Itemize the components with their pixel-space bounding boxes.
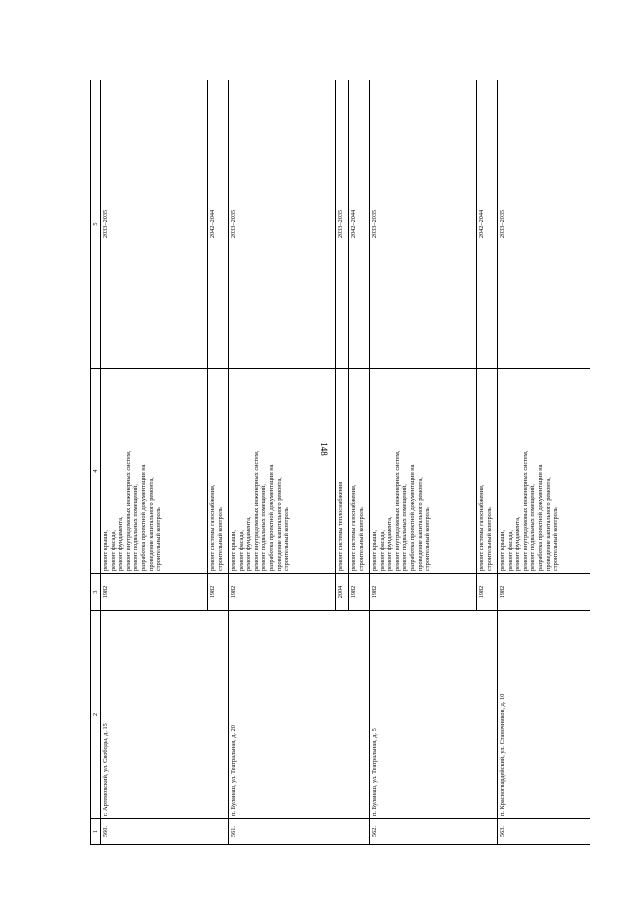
work-item: ремонт внутридомовых инженерных систем, [252, 450, 260, 571]
work-item: ремонт фасада, [506, 530, 514, 571]
work-year: 1982 [477, 574, 498, 611]
work-item: ремонт фасада, [109, 530, 117, 571]
work-list [229, 369, 336, 574]
work-item: ремонт подвальных помещений, [260, 484, 268, 571]
table-row [101, 80, 208, 845]
work-period: 2033–2035 [498, 80, 591, 369]
work-item: ремонт крыши, [499, 529, 506, 571]
work-item: ремонт фасада, [378, 530, 386, 571]
entry-address: г. Артемовский, ул. Свободы, д. 15 [101, 611, 229, 819]
table-row [229, 80, 336, 845]
work-item: проведение капитального ремонта, [416, 477, 424, 571]
work-item: ремонт системы газоснабжения, [350, 484, 357, 571]
work-year: 1982 [101, 574, 208, 611]
work-item: строительный контроль [216, 507, 224, 571]
work-item: ремонт фундамента, [386, 516, 394, 571]
work-item: строительный контроль [424, 507, 432, 571]
table-row [498, 80, 591, 845]
work-item: проведение капитального ремонта, [544, 477, 552, 571]
work-item: ремонт крыши, [230, 529, 237, 571]
work-list [498, 369, 591, 574]
work-list [336, 369, 349, 574]
header-col-2: 2 [91, 611, 101, 819]
entry-address: п. Красногвардейский, ул. Станочников, д. 10 [498, 611, 591, 819]
work-item: ремонт системы газоснабжения, [478, 484, 485, 571]
work-year: 1982 [229, 574, 336, 611]
table-row [370, 80, 477, 845]
work-item: разработка проектной документации на [536, 464, 544, 571]
header-col-4: 4 [91, 369, 101, 574]
header-col-1: 1 [91, 819, 101, 845]
work-item: ремонт внутридомовых инженерных систем, [124, 450, 132, 571]
header-col-3: 3 [91, 574, 101, 611]
work-item: ремонт системы газоснабжения, [209, 484, 216, 571]
work-list [208, 369, 229, 574]
work-item: ремонт фундамента, [514, 516, 522, 571]
work-item: проведение капитального ремонта, [275, 477, 283, 571]
work-item: ремонт подвальных помещений, [132, 484, 140, 571]
work-item: строительный контроль [357, 507, 365, 571]
entry-number: 562. [370, 819, 498, 845]
work-list [370, 369, 477, 574]
capital-repair-table [90, 80, 590, 845]
work-item: ремонт фундамента, [245, 516, 253, 571]
header-col-5: 5 [91, 80, 101, 369]
work-item: проведение капитального ремонта, [147, 477, 155, 571]
entry-number: 560. [101, 819, 229, 845]
work-year: 1982 [370, 574, 477, 611]
work-period: 2033–2035 [370, 80, 477, 369]
page-number: 148 [319, 442, 329, 456]
work-period: 2033–2035 [229, 80, 336, 369]
work-period: 2033–2035 [101, 80, 208, 369]
work-year: 1982 [208, 574, 229, 611]
work-item: ремонт подвальных помещений, [401, 484, 409, 571]
work-list [477, 369, 498, 574]
entry-address: п. Буланаш, ул. Театральная, д. 20 [229, 611, 370, 819]
work-item: ремонт фундамента, [117, 516, 125, 571]
work-list [101, 369, 208, 574]
entry-number: 563. [498, 819, 591, 845]
work-item: ремонт внутридомовых инженерных систем, [393, 450, 401, 571]
work-item: ремонт подвальных помещений, [529, 484, 537, 571]
work-item: строительный контроль [552, 507, 560, 571]
work-item: разработка проектной документации на [267, 464, 275, 571]
header-row [91, 80, 101, 845]
work-year: 2004 [336, 574, 349, 611]
work-period: 2042–2044 [208, 80, 229, 369]
work-item: ремонт системы теплоснабжения [337, 481, 344, 571]
rotated-table-wrapper [90, 80, 590, 845]
work-item: строительный контроль [485, 507, 493, 571]
work-item: ремонт крыши, [371, 529, 378, 571]
work-year: 1982 [349, 574, 370, 611]
work-item: ремонт фасада, [237, 530, 245, 571]
entry-number: 561. [229, 819, 370, 845]
work-item: ремонт внутридомовых инженерных систем, [521, 450, 529, 571]
work-item: строительный контроль [155, 507, 163, 571]
entry-address: п. Буланаш, ул. Театральная, д. 5 [370, 611, 498, 819]
work-period: 2042–2044 [349, 80, 370, 369]
rotated-page [90, 80, 590, 845]
work-period: 2042–2044 [477, 80, 498, 369]
work-item: разработка проектной документации на [139, 464, 147, 571]
work-period: 2033–2035 [336, 80, 349, 369]
work-item: разработка проектной документации на [408, 464, 416, 571]
work-item: строительный контроль [283, 507, 291, 571]
work-list [349, 369, 370, 574]
work-item: ремонт крыши, [102, 529, 109, 571]
work-year: 1982 [498, 574, 591, 611]
